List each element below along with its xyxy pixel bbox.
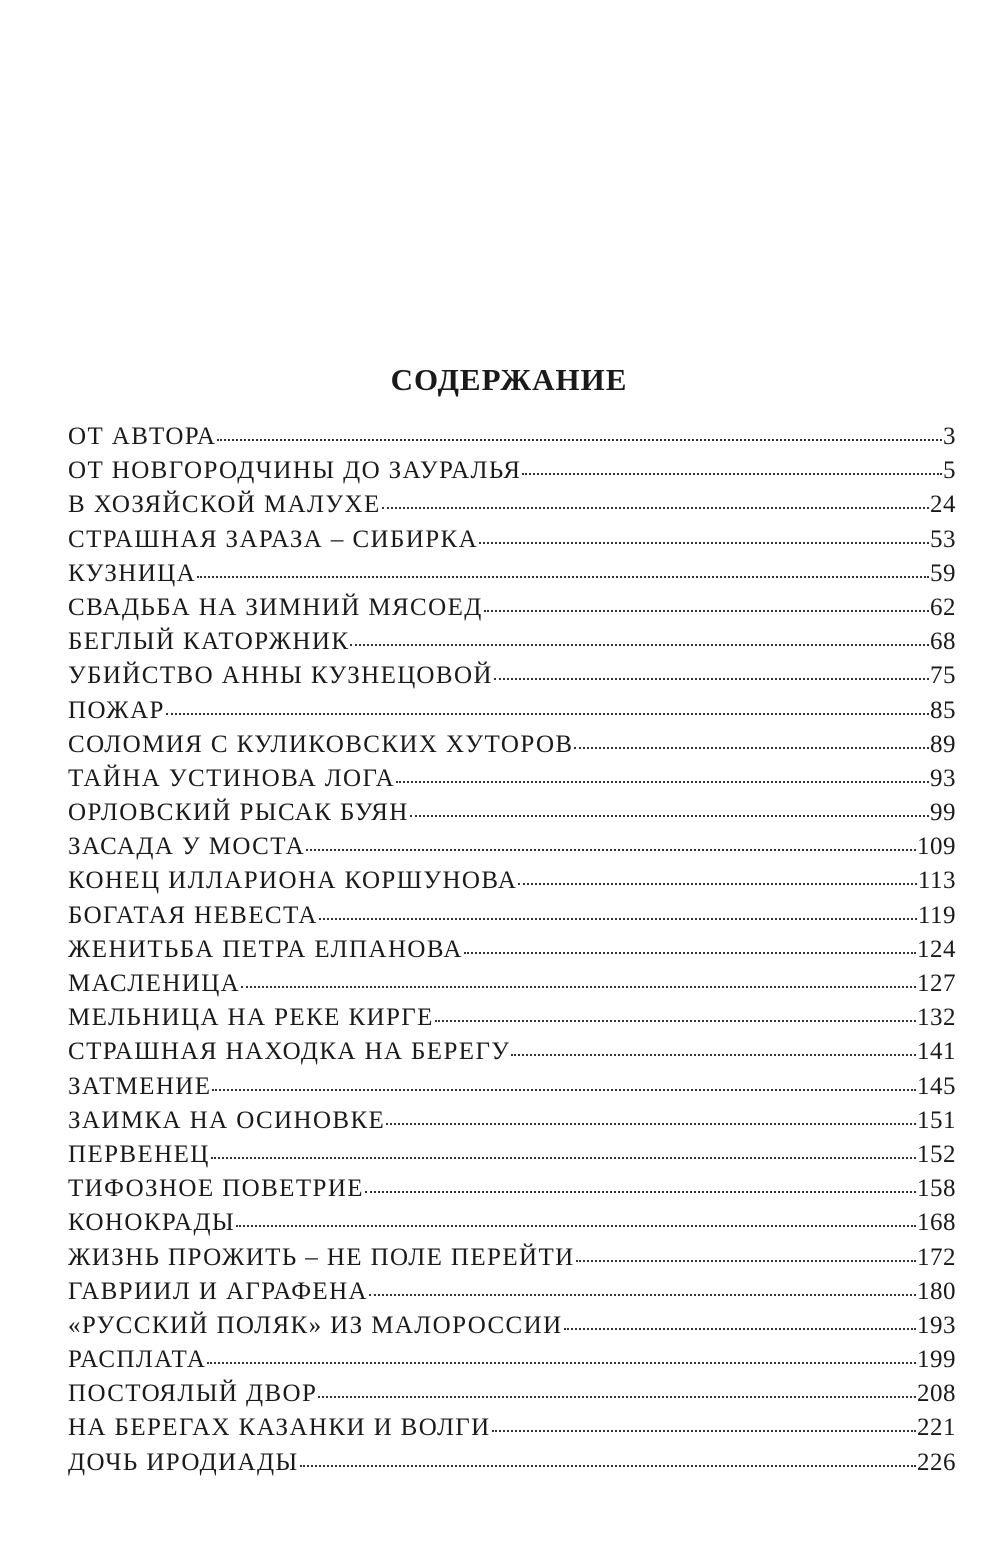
toc-entry-title: СТРАШНАЯ ЗАРАЗА – СИБИРКА (68, 525, 479, 553)
toc-page-number: 221 (917, 1414, 956, 1442)
toc-entry-title: ТИФОЗНОЕ ПОВЕТРИЕ (68, 1175, 364, 1203)
toc-entry-title: «РУССКИЙ ПОЛЯК» ИЗ МАЛОРОССИИ (68, 1311, 563, 1339)
toc-entry-title: КОНОКРАДЫ (68, 1209, 236, 1237)
toc-entry (68, 1038, 956, 1072)
dot-leader (386, 1123, 916, 1125)
toc-page-number: 172 (917, 1243, 956, 1271)
dot-leader (464, 952, 916, 954)
dot-leader (211, 1157, 916, 1159)
toc-entry (68, 1346, 956, 1380)
toc-entry-title: ЖИЗНЬ ПРОЖИТЬ – НЕ ПОЛЕ ПЕРЕЙТИ (68, 1243, 575, 1271)
toc-entry-title: ОТ НОВГОРОДЧИНЫ ДО ЗАУРАЛЬЯ (68, 457, 522, 485)
toc-entry (68, 1312, 956, 1346)
dot-leader (369, 1294, 916, 1296)
toc-entry (68, 902, 956, 936)
toc-entry-title: СВАДЬБА НА ЗИМНИЙ МЯСОЕД (68, 593, 483, 621)
dot-leader (511, 1054, 916, 1056)
toc-entry-title: ГАВРИИЛ И АГРАФЕНА (68, 1277, 369, 1305)
dot-leader (318, 1396, 916, 1398)
dot-leader (166, 713, 929, 715)
toc-entry-title: КУЗНИЦА (68, 559, 197, 587)
dot-leader (518, 883, 917, 885)
toc-entry-title: БОГАТАЯ НЕВЕСТА (68, 901, 318, 929)
toc-page-number: 5 (943, 457, 956, 485)
toc-entry-title: ПОСТОЯЛЫЙ ДВОР (68, 1380, 318, 1408)
dot-leader (564, 1328, 916, 1330)
dot-leader (479, 542, 929, 544)
toc-page-number: 152 (917, 1140, 956, 1168)
toc-page-number: 124 (917, 935, 956, 963)
toc-entry (68, 765, 956, 799)
toc-entry (68, 867, 956, 901)
toc-page-number: 85 (930, 696, 956, 724)
toc-entry (68, 594, 956, 628)
page-title: СОДЕРЖАНИЕ (390, 362, 628, 397)
toc-entry (68, 970, 956, 1004)
toc-entry-title: ДОЧЬ ИРОДИАДЫ (68, 1448, 299, 1476)
toc-entry (68, 1414, 956, 1448)
toc-entry-title: ЗАИМКА НА ОСИНОВКЕ (68, 1106, 386, 1134)
toc-page-number: 168 (917, 1209, 956, 1237)
dot-leader (306, 849, 916, 851)
dot-leader (576, 1260, 916, 1262)
toc-page-number: 141 (917, 1038, 956, 1066)
toc-entry (68, 628, 956, 662)
toc-entry (68, 833, 956, 867)
dot-leader (197, 576, 929, 578)
toc-page-number: 208 (917, 1380, 956, 1408)
dot-leader (492, 1430, 916, 1432)
toc-entry (68, 1107, 956, 1141)
toc-entry-title: ОТ АВТОРА (68, 423, 217, 450)
toc-entry (68, 560, 956, 594)
toc-page-number: 199 (917, 1346, 956, 1374)
toc-entry (68, 1380, 956, 1414)
dot-leader (217, 439, 942, 441)
toc-entry (68, 697, 956, 731)
toc-entry-title: ЗАТМЕНИЕ (68, 1072, 212, 1100)
dot-leader (319, 918, 917, 920)
toc-page-number: 132 (917, 1004, 956, 1032)
toc-page-number: 68 (930, 628, 956, 656)
toc-entry-title: В ХОЗЯЙСКОЙ МАЛУХЕ (68, 491, 381, 519)
dot-leader (236, 1225, 916, 1227)
toc-entry-title: ТАЙНА УСТИНОВА ЛОГА (68, 764, 396, 792)
toc-entry (68, 1004, 956, 1038)
dot-leader (212, 1089, 916, 1091)
toc-page-number: 151 (917, 1106, 956, 1134)
toc-entry (68, 1141, 956, 1175)
toc-page-number: 119 (917, 901, 956, 929)
dot-leader (207, 1362, 916, 1364)
toc-entry-title: МАСЛЕНИЦА (68, 970, 241, 997)
toc-entry-title: МЕЛЬНИЦА НА РЕКЕ КИРГЕ (68, 1004, 434, 1032)
toc-page-number: 158 (917, 1175, 956, 1203)
toc-page-number: 75 (930, 662, 956, 690)
toc-page-number: 53 (930, 525, 956, 553)
toc-page-number: 99 (930, 799, 956, 827)
toc-page-number: 180 (917, 1277, 956, 1305)
toc-page-number: 62 (930, 593, 956, 621)
toc-page-number: 109 (917, 833, 956, 861)
toc-entry (68, 1449, 956, 1483)
toc-entry-title: УБИЙСТВО АННЫ КУЗНЕЦОВОЙ (68, 662, 493, 690)
toc-page-number: 59 (930, 559, 956, 587)
toc-entry (68, 662, 956, 696)
dot-leader (410, 815, 929, 817)
toc-entry (68, 457, 956, 491)
dot-leader (382, 507, 929, 509)
toc-page-number: 145 (917, 1072, 956, 1100)
toc-page-number: 24 (930, 491, 956, 519)
toc-entry-title: СОЛОМИЯ С КУЛИКОВСКИХ ХУТОРОВ (68, 730, 574, 758)
toc-entry (68, 936, 956, 970)
dot-leader (365, 1191, 916, 1193)
toc-entry (68, 491, 956, 525)
toc-entry-title: ОРЛОВСКИЙ РЫСАК БУЯН (68, 799, 409, 827)
toc-page-number: 93 (930, 764, 956, 792)
toc-entry-title: БЕГЛЫЙ КАТОРЖНИК (68, 628, 350, 656)
toc-page-number: 193 (917, 1311, 956, 1339)
dot-leader (574, 747, 929, 749)
toc-entry (68, 731, 956, 765)
dot-leader (435, 1020, 916, 1022)
toc-entry-title: РАСПЛАТА (68, 1346, 207, 1374)
toc-page-number: 113 (917, 867, 956, 895)
dot-leader (350, 644, 929, 646)
toc-entry (68, 1073, 956, 1107)
dot-leader (484, 610, 929, 612)
toc-entry (68, 1209, 956, 1243)
toc-entry-title: СТРАШНАЯ НАХОДКА НА БЕРЕГУ (68, 1038, 511, 1066)
toc-entry-title: КОНЕЦ ИЛЛАРИОНА КОРШУНОВА (68, 867, 518, 895)
toc-entry (68, 423, 956, 457)
table-of-contents (68, 423, 956, 1483)
toc-page-number: 89 (930, 730, 956, 758)
dot-leader (494, 678, 929, 680)
toc-entry-title: ПОЖАР (68, 696, 165, 724)
toc-page-number: 127 (917, 970, 956, 997)
toc-entry-title: ЖЕНИТЬБА ПЕТРА ЕЛПАНОВА (68, 935, 463, 963)
dot-leader (300, 1465, 916, 1467)
dot-leader (522, 473, 942, 475)
toc-page-number: 226 (917, 1448, 956, 1476)
toc-page-number: 3 (943, 423, 956, 450)
toc-entry (68, 1244, 956, 1278)
toc-entry (68, 1175, 956, 1209)
toc-entry (68, 526, 956, 560)
dot-leader (396, 781, 929, 783)
toc-entry-title: НА БЕРЕГАХ КАЗАНКИ И ВОЛГИ (68, 1414, 491, 1442)
toc-entry-title: ПЕРВЕНЕЦ (68, 1140, 210, 1168)
toc-entry-title: ЗАСАДА У МОСТА (68, 833, 306, 861)
dot-leader (241, 986, 916, 988)
toc-entry (68, 1278, 956, 1312)
toc-entry (68, 799, 956, 833)
